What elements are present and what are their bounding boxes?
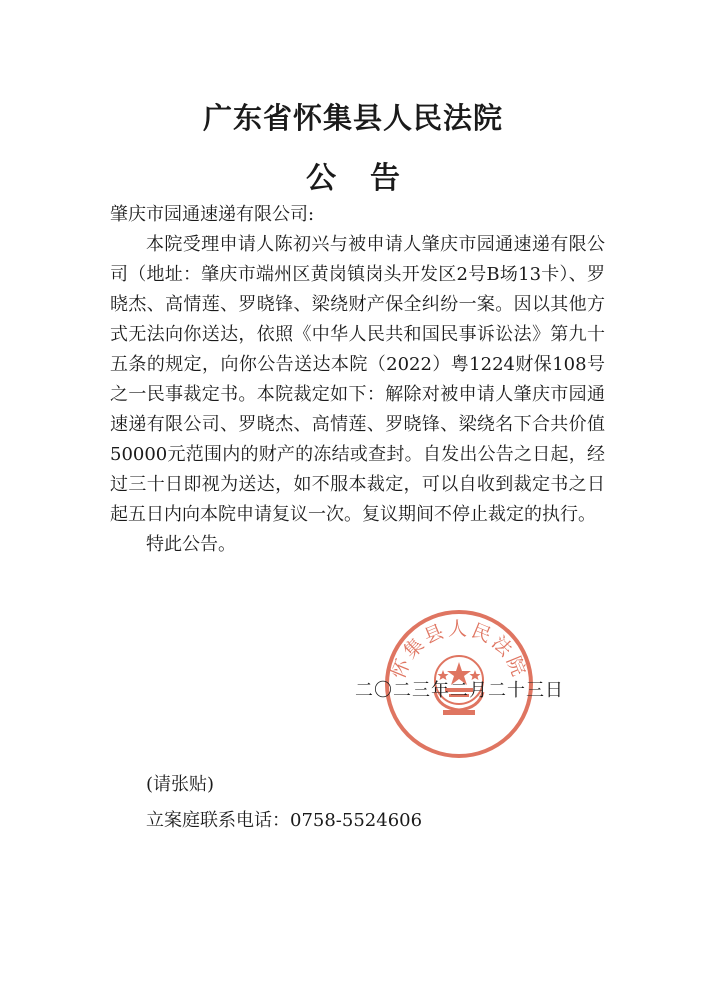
signature-date: 二〇二三年二月二十三日 bbox=[355, 680, 564, 701]
notice-paragraph: 本院受理申请人陈初兴与被申请人肇庆市园通速递有限公司（地址：肇庆市端州区黄岗镇岗头开发区2号B场13卡）、罗晓杰、高情莲、罗晓锋、梁绕财产保全纠纷一案。因以其他方式无法向你送达，依照《中华人民共和国民事诉讼法》第九十五条的规定，向你公告送达本院（2022）粤1224财保108号之一民事裁定书。本院裁定如下：解除对被申请人肇庆市园通速递有限公司、罗晓杰、高情莲、罗晓锋、梁绕名下合共价值50000元范围内的财产的冻结或查封。自发出公告之日起，经过三十日即视为送达，如不服本裁定，可以自收到裁定书之日起五日内向本院申请复议一次。复议期间不停止裁定的执行。 bbox=[110, 234, 605, 525]
notice-body bbox=[110, 200, 605, 560]
notice-title: 公告 bbox=[306, 161, 434, 196]
svg-text:怀集县人民法院: 怀集县人民法院 bbox=[387, 618, 531, 683]
posting-note: (请张贴) bbox=[146, 774, 215, 795]
court-name: 广东省怀集县人民法院 bbox=[202, 101, 503, 135]
closing-line: 特此公告。 bbox=[146, 534, 236, 555]
contact-phone: 立案庭联系电话：0758-5524606 bbox=[146, 810, 423, 831]
addressee: 肇庆市园通速递有限公司: bbox=[110, 204, 315, 225]
